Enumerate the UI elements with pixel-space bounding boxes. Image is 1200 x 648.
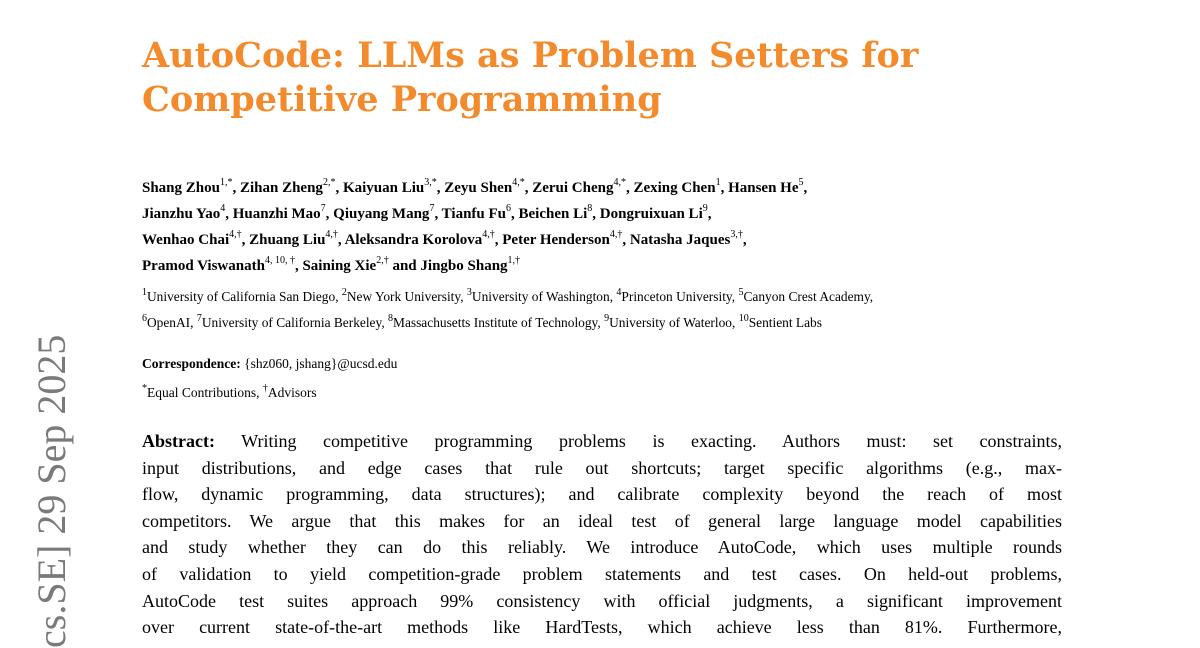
abstract-line: [142, 481, 1062, 508]
affiliation-list: [142, 284, 1102, 336]
author-name: Aleksandra Korolova: [344, 232, 483, 248]
abstract-text: flow, dynamic programming, data structures); and calibrate complexity beyond the reach of most: [142, 484, 1062, 505]
affiliation-name: University of California San Diego: [147, 289, 336, 304]
affiliation-number: 1: [142, 286, 147, 298]
author-affiliation-mark: 5: [798, 177, 804, 188]
author-name: Huanzhi Mao: [232, 206, 321, 222]
abstract-line: [142, 534, 1062, 561]
affiliation-line: $^1$University of California San Diego, $^2$New York University, $^3$University of Washington, $^4$Princeton University, $^5$Canyon Crest Academy,: [142, 286, 874, 304]
affiliation-name: Canyon Crest Academy: [743, 289, 870, 304]
author-line: Wenhao Chai$^{4,\dagger}$, Zhuang Liu$^{4,\dagger}$, Aleksandra Korolova$^{4,\dagger}$, Peter Henderson$^{4,\dagger}$, Natasha Jaques$^{3,\dagger}$,: [142, 229, 747, 248]
abstract-line: [142, 428, 1062, 455]
affiliation-number: 2: [341, 286, 347, 298]
abstract-text: over current state-of-the-art methods like HardTests, which achieve less than 81%. Furthermore,: [142, 617, 1062, 638]
author-affiliation-mark: 7: [429, 203, 435, 214]
author-name: Qiuyang Mang: [333, 206, 430, 222]
advisors-text: Advisors: [267, 385, 317, 400]
author-name: Zihan Zheng: [239, 180, 323, 196]
author-affiliation-mark: 4, 10, †: [264, 255, 295, 266]
abstract-text: Writing competitive programming problems is exacting. Authors must: set constraints,: [241, 431, 1062, 451]
author-name: Zhuang Liu: [249, 232, 326, 248]
author-affiliation-mark: 1,*: [219, 177, 233, 188]
affiliation-number: 4: [616, 286, 622, 298]
author-line: Pramod Viswanath$^{4, 10, \dagger}$, Saining Xie$^{2,\dagger}$ and Jingbo Shang$^{1,\dagger}$: [142, 255, 521, 274]
author-list: [142, 175, 1102, 279]
affiliation-name: Massachusetts Institute of Technology: [393, 315, 598, 330]
author-name: Kaiyuan Liu: [342, 180, 425, 196]
author-affiliation-mark: 3,*: [424, 177, 437, 188]
abstract-line: [142, 614, 1062, 641]
author-name: Pramod Viswanath: [142, 258, 265, 274]
abstract-text: AutoCode test suites approach 99% consistency with official judgments, a significant improvement: [142, 590, 1062, 611]
author-line: Jianzhu Yao$^4$, Huanzhi Mao$^7$, Qiuyang Mang$^7$, Tianfu Fu$^6$, Beichen Li$^8$, Dongruixuan Li$^9$,: [142, 203, 712, 222]
author-affiliation-mark: 4,†: [482, 229, 495, 240]
author-name: Natasha Jaques: [629, 232, 731, 248]
affiliation-name: University of California Berkeley: [201, 315, 382, 330]
affiliation-name: New York University: [346, 289, 461, 304]
author-name: Zerui Cheng: [532, 180, 614, 196]
affiliation-name: OpenAI: [147, 315, 191, 330]
author-name: Wenhao Chai: [142, 232, 230, 248]
author-affiliation-mark: 1,†: [507, 255, 521, 266]
author-affiliation-mark: 6: [506, 203, 512, 214]
affiliation-name: University of Waterloo: [609, 315, 732, 330]
author-affiliation-mark: 4,†: [325, 229, 338, 240]
abstract-line: [142, 455, 1062, 482]
advisor-dagger: †: [262, 382, 268, 394]
author-affiliation-mark: 3,†: [730, 229, 743, 240]
contribution-note: [142, 381, 317, 405]
author-conjunction: and: [392, 258, 421, 274]
author-name: Dongruixuan Li: [599, 206, 703, 222]
author-name: Saining Xie: [302, 258, 377, 274]
author-name: Jianzhu Yao: [142, 206, 221, 222]
abstract-line: [142, 561, 1062, 588]
abstract-text: competitors. We argue that this makes for an ideal test of general large language model capabilities: [142, 510, 1062, 531]
equal-star: *: [142, 382, 147, 394]
affiliation-number: 9: [604, 312, 610, 324]
author-affiliation-mark: 7: [320, 203, 326, 214]
author-affiliation-mark: 9: [702, 203, 708, 214]
abstract-text: of validation to yield competition-grade problem statements and test cases. On held-out problems,: [142, 563, 1062, 584]
author-affiliation-mark: 4: [220, 203, 226, 214]
abstract-text: and study whether they can do this reliably. We introduce AutoCode, which uses multiple rounds: [142, 537, 1062, 558]
author-affiliation-mark: 4,†: [229, 229, 242, 240]
affiliation-number: 6: [142, 312, 147, 324]
author-affiliation-mark: 4,*: [512, 177, 525, 188]
abstract-text: input distributions, and edge cases that rule out shortcuts; target specific algorithms (e.g., max-: [142, 457, 1062, 478]
author-name: Jingbo Shang: [420, 258, 508, 274]
author-affiliation-mark: 2,†: [376, 255, 389, 266]
correspondence-email[interactable]: {shz060, jshang}@ucsd.edu: [244, 356, 398, 371]
affiliation-number: 5: [738, 286, 744, 298]
author-name: Peter Henderson: [502, 232, 610, 248]
affiliation-number: 3: [466, 286, 472, 298]
abstract: [142, 428, 1062, 641]
equal-contributions-text: Equal Contributions,: [147, 385, 263, 400]
affiliation-line: $^6$OpenAI, $^7$University of California Berkeley, $^8$Massachusetts Institute of Technology, $^9$University of Waterloo, $^{10}$Sentient Labs: [142, 312, 822, 330]
author-affiliation-mark: 4,*: [613, 177, 626, 188]
author-name: Zeyu Shen: [444, 180, 513, 196]
arxiv-side-stamp: cs.SE] 29 Sep 2025: [29, 334, 74, 648]
abstract-line: [142, 588, 1062, 615]
title-line: Competitive Programming: [142, 79, 662, 120]
author-affiliation-mark: 4,†: [609, 229, 623, 240]
correspondence: [142, 352, 397, 376]
affiliation-name: Princeton University: [621, 289, 732, 304]
author-name: Shang Zhou: [142, 180, 220, 196]
author-name: Hansen He: [728, 180, 799, 196]
author-affiliation-mark: 8: [587, 203, 593, 214]
affiliation-number: 10: [738, 312, 749, 324]
author-affiliation-mark: 2,*: [322, 177, 336, 188]
author-name: Tianfu Fu: [441, 206, 507, 222]
title-line: AutoCode: LLMs as Problem Setters for: [142, 35, 919, 76]
abstract-heading: Abstract:: [142, 431, 215, 451]
affiliation-number: 8: [388, 312, 394, 324]
correspondence-label: Correspondence:: [142, 356, 241, 371]
affiliation-name: University of Washington: [471, 289, 610, 304]
paper-title: [142, 34, 1042, 122]
author-line: Shang Zhou$^{1,*}$, Zihan Zheng$^{2,*}$, Kaiyuan Liu$^{3,*}$, Zeyu Shen$^{4,*}$, Zerui Cheng$^{4,*}$, Zexing Chen$^1$, Hansen He$^5$,: [142, 177, 808, 196]
author-name: Beichen Li: [518, 206, 588, 222]
abstract-line: [142, 508, 1062, 535]
affiliation-number: 7: [196, 312, 202, 324]
affiliation-name: Sentient Labs: [748, 315, 822, 330]
author-affiliation-mark: 1: [715, 177, 721, 188]
author-name: Zexing Chen: [633, 180, 716, 196]
